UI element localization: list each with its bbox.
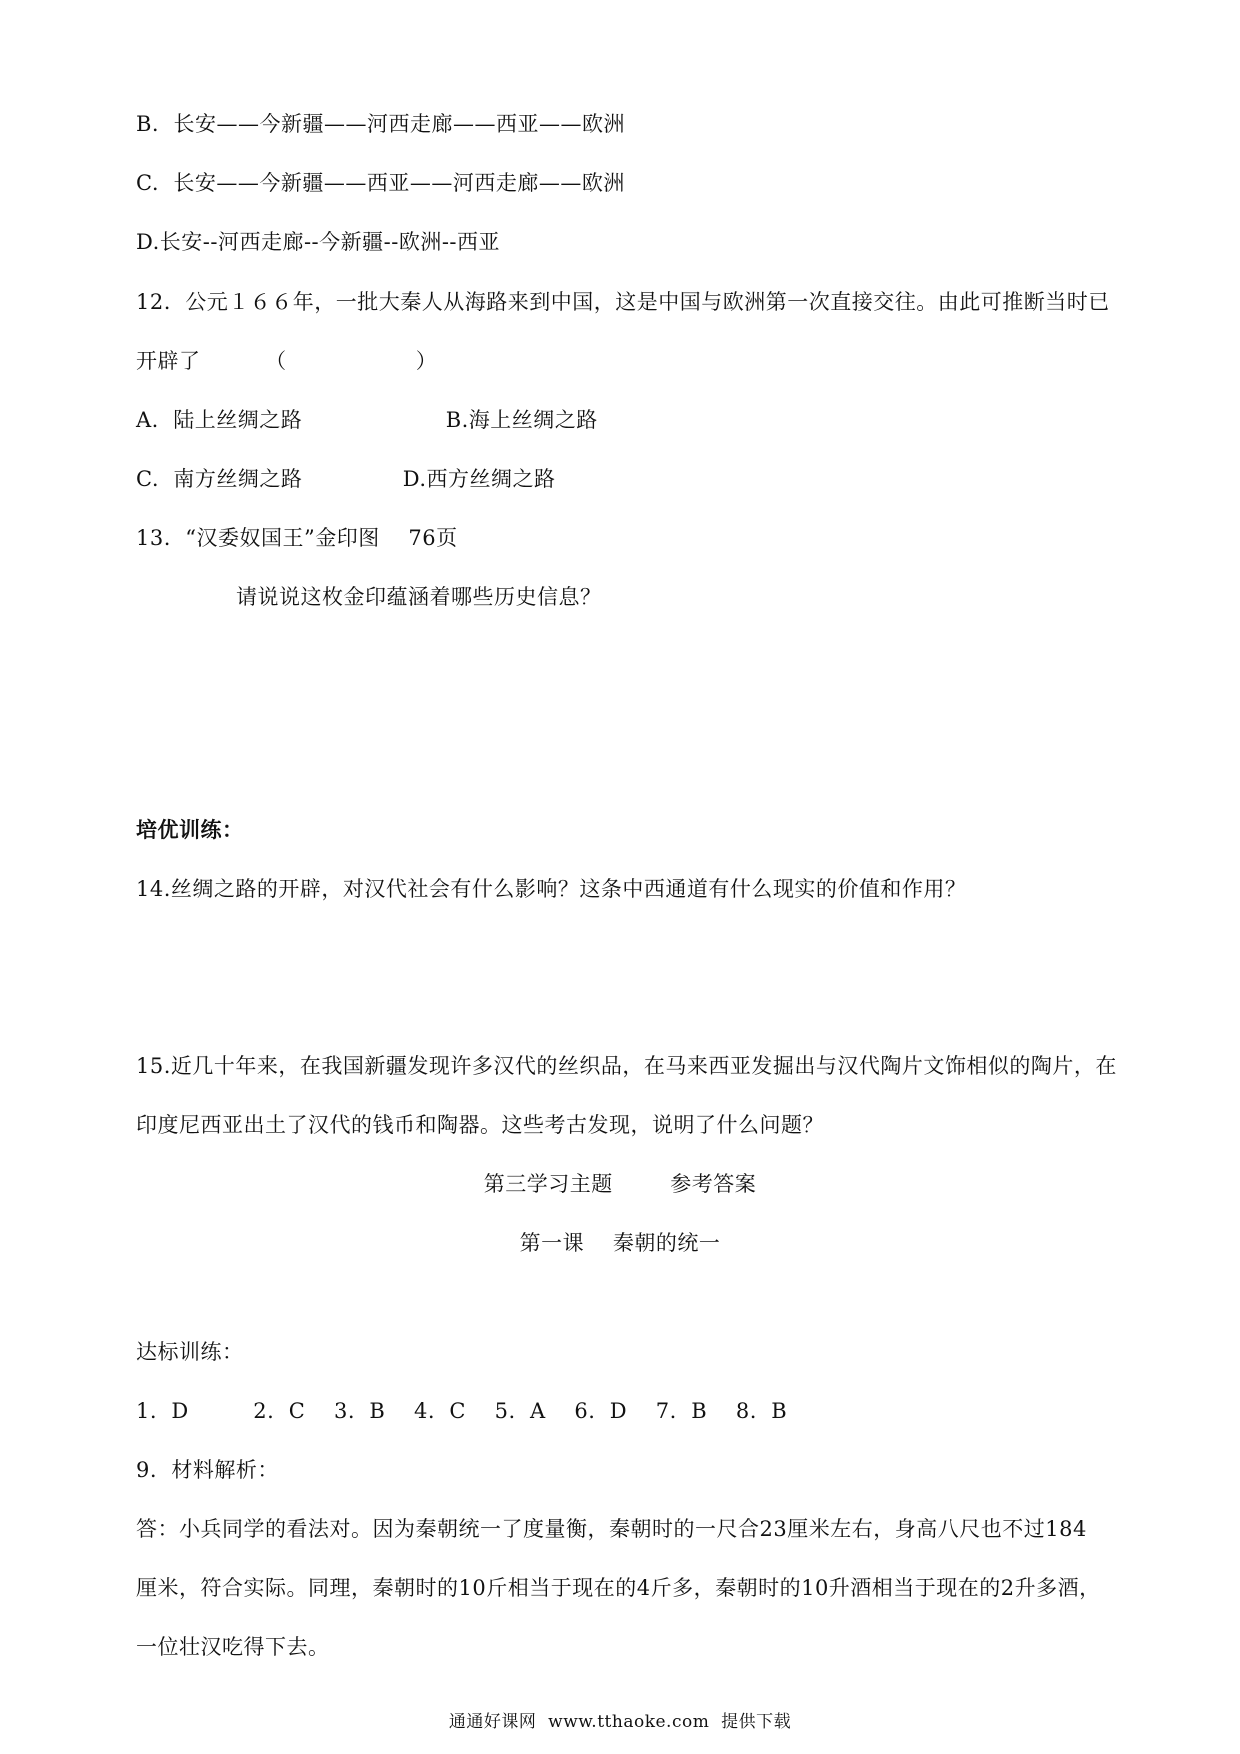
q13-question: 13. “汉委奴国王”金印图 76页 <box>136 526 458 550</box>
q12-blank-line: 开辟了 （ ） <box>136 349 438 373</box>
advanced-heading: 培优训练： <box>136 818 244 842</box>
q13-prompt: 请说说这枚金印蕴涵着哪些历史信息？ <box>236 585 602 609</box>
answers-title: 第三学习主题 参考答案 <box>483 1172 757 1196</box>
q11-option-b: B. 长安——今新疆——河西走廊——西亚——欧洲 <box>136 112 625 136</box>
answer-choices: 1. D 2. C 3. B 4. C 5. A 6. D 7. B 8. B <box>136 1399 788 1423</box>
q9-answer-line3: 一位壮汉吃得下去。 <box>136 1635 330 1659</box>
q9-label: 9. 材料解析： <box>136 1458 279 1482</box>
lesson-title: 第一课 秦朝的统一 <box>519 1231 721 1255</box>
q11-option-d: D.长安--河西走廊--今新疆--欧洲--西亚 <box>136 230 501 254</box>
section-heading: 达标训练： <box>136 1340 244 1364</box>
q12-options-cd: C. 南方丝绸之路 D.西方丝绸之路 <box>136 467 556 491</box>
q12-question: 12. 公元１６６年，一批大秦人从海路来到中国，这是中国与欧洲第一次直接交往。由此可推断当时已 <box>136 290 1110 314</box>
q9-answer-line1: 答：小兵同学的看法对。因为秦朝统一了度量衡，秦朝时的一尺合23厘米左右，身高八尺也不过184 <box>136 1517 1087 1541</box>
q9-answer-line2: 厘米，符合实际。同理，秦朝时的10斤相当于现在的4斤多，秦朝时的10升酒相当于现在的2升多酒， <box>136 1576 1101 1600</box>
q14-question: 14.丝绸之路的开辟，对汉代社会有什么影响？这条中西通道有什么现实的价值和作用？ <box>136 877 967 901</box>
q15-question-line1: 15.近几十年来，在我国新疆发现许多汉代的丝织品，在马来西亚发掘出与汉代陶片文饰相似的陶片，在 <box>136 1054 1117 1078</box>
q15-question-line2: 印度尼西亚出土了汉代的钱币和陶器。这些考古发现，说明了什么问题？ <box>136 1113 824 1137</box>
q11-option-c: C. 长安——今新疆——西亚——河西走廊——欧洲 <box>136 171 625 195</box>
q12-options-ab: A. 陆上丝绸之路 B.海上丝绸之路 <box>136 408 598 432</box>
footer-text: 通通好课网 www.tthaoke.com 提供下载 <box>448 1712 792 1732</box>
